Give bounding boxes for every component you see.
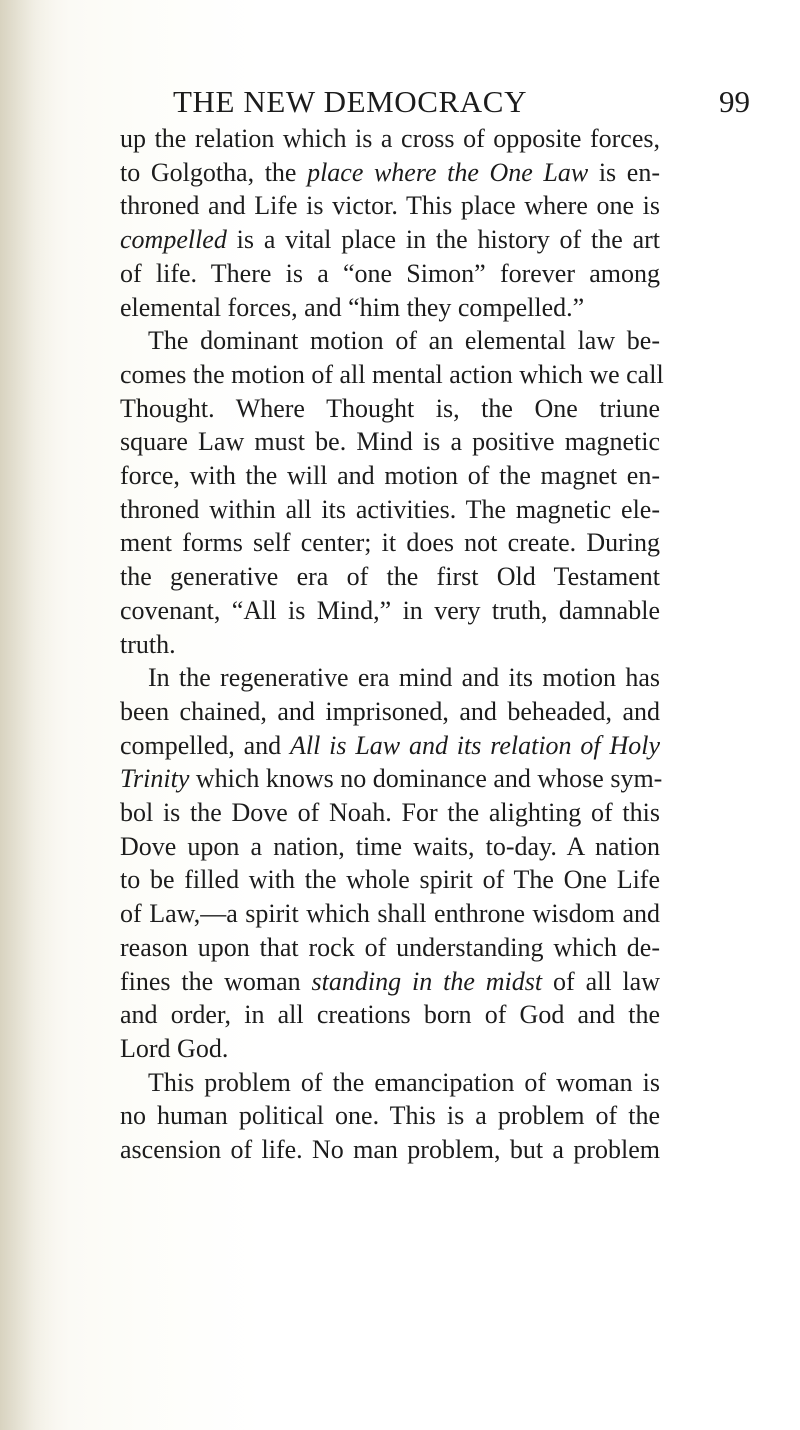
text-line xyxy=(120,594,660,628)
text-line xyxy=(120,189,660,223)
text-run: square Law must be. Mind is a positive magnetic xyxy=(120,427,660,457)
text-line xyxy=(120,493,660,527)
text-line xyxy=(120,392,660,426)
text-run: up the relation which is a cross of opposite forces, xyxy=(120,124,660,153)
body-text xyxy=(120,122,664,1167)
text-run: Lord God. xyxy=(120,1033,229,1063)
text-line xyxy=(120,661,660,695)
text-run: been chained, and imprisoned, and beheaded, and xyxy=(120,696,660,726)
text-run: elemental forces, and “him they compelled.” xyxy=(120,292,585,322)
text-run: force, with the will and motion of the magnet en- xyxy=(120,461,660,491)
text-run: of Law,—a spirit which shall enthrone wisdom and xyxy=(120,899,660,929)
text-run: to Golgotha, the xyxy=(120,157,308,187)
italic-phrase: Trinity xyxy=(120,764,190,794)
text-run: throned and Life is victor. This place where one is xyxy=(120,191,660,221)
text-run: This problem of the emancipation of woman is xyxy=(148,1067,660,1097)
text-run: compelled, and xyxy=(120,730,290,760)
page-header xyxy=(120,82,750,122)
text-line xyxy=(120,223,660,257)
text-line xyxy=(120,1066,660,1100)
text-line xyxy=(120,1032,660,1066)
text-line xyxy=(120,560,660,594)
running-head: THE NEW DEMOCRACY xyxy=(173,84,528,119)
italic-phrase: All is Law and its relation of Holy xyxy=(290,730,660,760)
text-line xyxy=(120,425,660,459)
italic-phrase: place where the One Law xyxy=(307,157,589,187)
text-run: reason upon that rock of understanding which de- xyxy=(120,932,660,962)
text-line xyxy=(120,1099,660,1133)
text-run: is en- xyxy=(588,157,660,187)
text-line xyxy=(120,628,660,662)
text-run: The dominant motion of an elemental law be- xyxy=(148,326,660,356)
text-run: which knows no dominance and whose sym- xyxy=(189,764,663,794)
text-line xyxy=(120,863,660,897)
text-line xyxy=(120,762,663,796)
text-run: ment forms self center; it does not create. During xyxy=(120,528,660,558)
text-line xyxy=(120,122,660,156)
text-line xyxy=(120,897,660,931)
text-run: bol is the Dove of Noah. For the alighting of this xyxy=(120,798,660,828)
text-line xyxy=(120,459,660,493)
text-run: comes the motion of all mental action which we call xyxy=(120,359,664,389)
text-line xyxy=(120,796,660,830)
text-line xyxy=(120,526,660,560)
text-run: no human political one. This is a problem of the xyxy=(120,1101,660,1131)
text-line xyxy=(120,1133,660,1167)
text-run: and order, in all creations born of God and the xyxy=(120,1000,660,1030)
text-run: of life. There is a “one Simon” forever among xyxy=(120,258,660,288)
text-run: of all law xyxy=(542,966,660,996)
text-line xyxy=(120,931,660,965)
text-line xyxy=(120,324,660,358)
text-line xyxy=(120,156,660,190)
text-line xyxy=(120,998,660,1032)
page-number: 99 xyxy=(719,84,750,119)
text-line xyxy=(120,830,660,864)
text-line xyxy=(120,729,660,763)
text-run: In the regenerative era mind and its motion has xyxy=(148,663,660,693)
text-run: Dove upon a nation, time waits, to-day. A nation xyxy=(120,831,660,861)
text-line xyxy=(120,358,664,392)
text-run: the generative era of the first Old Testament xyxy=(120,562,660,592)
page-gutter-shadow xyxy=(0,0,55,1430)
text-run: is a vital place in the history of the art xyxy=(226,225,660,255)
text-run: truth. xyxy=(120,629,176,659)
text-run: throned within all its activities. The magnetic ele- xyxy=(120,494,660,524)
text-run: to be filled with the whole spirit of The One Life xyxy=(120,865,660,895)
italic-phrase: standing in the midst xyxy=(311,966,543,996)
text-line xyxy=(120,965,660,999)
text-line xyxy=(120,695,660,729)
text-run: covenant, “All is Mind,” in very truth, damnable xyxy=(120,595,660,625)
text-run: Thought. Where Thought is, the One triune xyxy=(120,393,660,423)
text-run: fines the woman xyxy=(120,966,312,996)
italic-phrase: compelled xyxy=(120,225,227,255)
text-run: ascension of life. No man problem, but a problem xyxy=(120,1135,660,1165)
text-line xyxy=(120,291,660,325)
text-line xyxy=(120,257,660,291)
